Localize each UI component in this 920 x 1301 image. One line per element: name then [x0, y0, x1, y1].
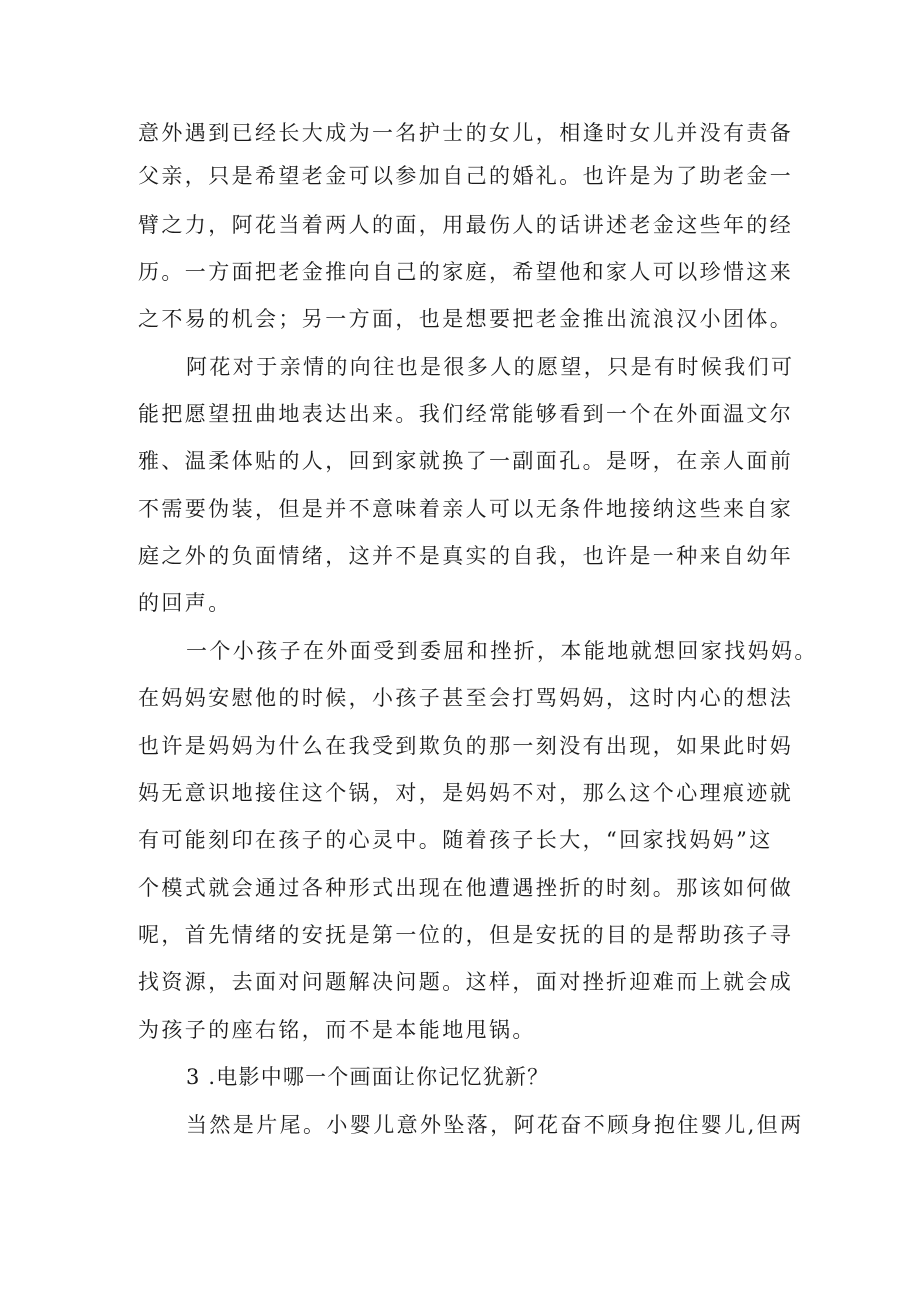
paragraph-line: 为孩子的座右铭，而不是本能地甩锅。 [138, 1018, 536, 1042]
paragraph-line: 意外遇到已经长大成为一名护士的女儿，相逢时女儿并没有责备 [138, 121, 794, 145]
paragraph-line: 当然是片尾。小婴儿意外坠落，阿花奋不顾身抱住婴儿,但两 [186, 1113, 804, 1137]
paragraph-line: 在妈妈安慰他的时候，小孩子甚至会打骂妈妈，这时内心的想法 [138, 686, 794, 710]
paragraph-line: 的回声。 [138, 591, 232, 615]
paragraph-line: 有可能刻印在孩子的心灵中。随着孩子长大，“回家找妈妈”这 [138, 828, 773, 852]
paragraph-line: 不需要伪装，但是并不意味着亲人可以无条件地接纳这些来自家 [138, 497, 794, 521]
paragraph-line: 历。一方面把老金推向自己的家庭，希望他和家人可以珍惜这来 [138, 260, 794, 284]
paragraph-line: 雅、温柔体贴的人，回到家就换了一副面孔。是呀，在亲人面前 [138, 449, 794, 473]
paragraph-line: 父亲，只是希望老金可以参加自己的婚礼。也许是为了助老金一 [138, 164, 794, 188]
paragraph-line: 一个小孩子在外面受到委屈和挫折，本能地就想回家找妈妈。 [186, 639, 818, 663]
paragraph-line: 能把愿望扭曲地表达出来。我们经常能够看到一个在外面温文尔 [138, 402, 794, 426]
paragraph-line: 呢，首先情绪的安抚是第一位的，但是安抚的目的是帮助孩子寻 [138, 923, 794, 947]
paragraph-line: 也许是妈妈为什么在我受到欺负的那一刻没有出现，如果此时妈 [138, 734, 794, 758]
paragraph-line: 妈无意识地接住这个锅，对，是妈妈不对，那么这个心理痕迹就 [138, 781, 794, 805]
paragraph-line: 找资源，去面对问题解决问题。这样，面对挫折迎难而上就会成 [138, 970, 794, 994]
paragraph-line: 个模式就会通过各种形式出现在他遭遇挫折的时刻。那该如何做 [138, 876, 794, 900]
paragraph-line: 庭之外的负面情绪，这并不是真实的自我，也许是一种来自幼年 [138, 544, 794, 568]
paragraph-line: 臂之力，阿花当着两人的面，用最伤人的话讲述老金这些年的经 [138, 213, 794, 237]
question-heading: 3 .电影中哪一个画面让你记忆犹新？ [186, 1065, 550, 1089]
paragraph-line: 之不易的机会；另一方面，也是想要把老金推出流浪汉小团体。 [138, 307, 794, 331]
paragraph-line: 阿花对于亲情的向往也是很多人的愿望，只是有时候我们可 [186, 355, 795, 379]
